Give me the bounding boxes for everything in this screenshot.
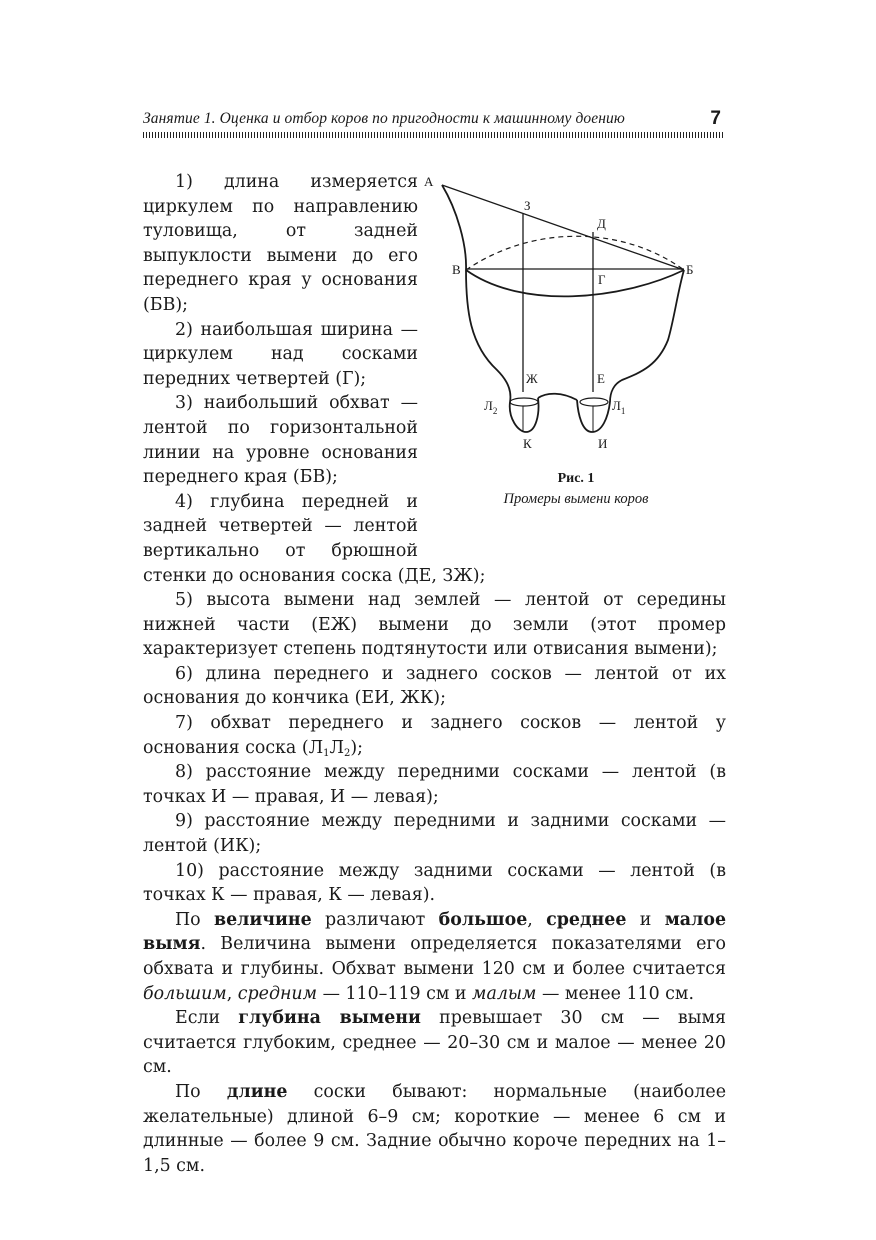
label-g: Г [598, 272, 606, 287]
paragraph-size: По величине различают большое, среднее и малое вымя. Величина вымени определяется показателями его обхвата и глубины. Обхват вымени 120 см и более считается большим, средним — 110–119 см и малым — менее 110 см. [143, 909, 727, 1004]
label-i: И [598, 436, 608, 451]
teat-rear-middle [538, 394, 577, 400]
teat-rear-ring [510, 398, 538, 406]
figure-caption-number: Рис. 1 [557, 471, 595, 486]
list-item-6: 6) длина переднего и заднего сосков — лентой от их основания до кончика (ЕИ, ЖК); [143, 663, 726, 709]
label-a: А [424, 174, 434, 189]
label-zh: Ж [526, 371, 538, 386]
figure-caption-text: Промеры вымени коров [503, 491, 649, 507]
label-v: В [452, 262, 461, 277]
line-a-b [442, 185, 684, 270]
header-rule [143, 132, 723, 138]
udder-dashed-arc [466, 236, 684, 270]
running-header [143, 108, 723, 144]
page-number: 7 [710, 108, 721, 129]
list-item-5: 5) высота вымени над землей — лентой от середины нижней части (ЕЖ) вымени до земли (этот промер характеризует степень подтянутости или отвисания вымени); [143, 590, 726, 660]
list-item-2: 2) наибольшая ширина — циркулем над сосками передних четвертей (Г); [143, 319, 418, 389]
label-l1: $Л_1$ [612, 398, 626, 416]
list-item-7: 7) обхват переднего и заднего сосков — лентой у основания соска $(Л_1Л_2)$; [143, 713, 726, 759]
label-d: Д [597, 216, 606, 231]
label-z: З [524, 198, 531, 213]
list-item-10: 10) расстояние между задними сосками — лентой (в точках К — правая, К — левая). [143, 860, 726, 906]
label-k: К [523, 436, 532, 451]
list-item-3: 3) наибольший обхват — лентой по горизонтальной линии на уровне основания переднего края (БВ); [143, 393, 418, 488]
label-b: Б [686, 262, 694, 277]
list-item-4: 4) глубина передней и задней четвертей — лентой вертикально от брюшной стенки до основания соска (ДЕ, ЗЖ); [143, 491, 486, 586]
teat-front-ring [580, 398, 608, 406]
label-l2: $Л_2$ [484, 398, 498, 416]
list-item-8: 8) расстояние между передними сосками — лентой (в точках И — правая, И — левая); [143, 762, 726, 807]
list-item-1: 1) длина измеряется циркулем по направлению туловища, от задней выпуклости вымени до его переднего края у основания (БВ); [143, 172, 418, 315]
label-e: Е [597, 371, 605, 386]
udder-diagram [422, 170, 722, 460]
paragraph-depth: Если глубина вымени превышает 30 см — вымя считается глубоким, среднее — 20–30 см и малое — менее 20 см. [143, 1008, 726, 1078]
udder-outline [442, 185, 510, 402]
body-text [143, 170, 726, 1178]
paragraph-teat-length: По длине соски бывают: нормальные (наиболее желательные) длиной 6–9 см; короткие — менее 6 см и длинные — более 9 см. Задние обычно короче передних на 1–1,5 см. [143, 1081, 726, 1176]
header-title: Занятие 1. Оценка и отбор коров по пригодности к машинному доению [143, 110, 625, 127]
teat-rear [510, 398, 539, 432]
figure-udder-measurements [426, 170, 726, 558]
udder-base-arc [466, 270, 684, 296]
list-item-9: 9) расстояние между передними и задними сосками — лентой (ИК); [143, 811, 726, 857]
